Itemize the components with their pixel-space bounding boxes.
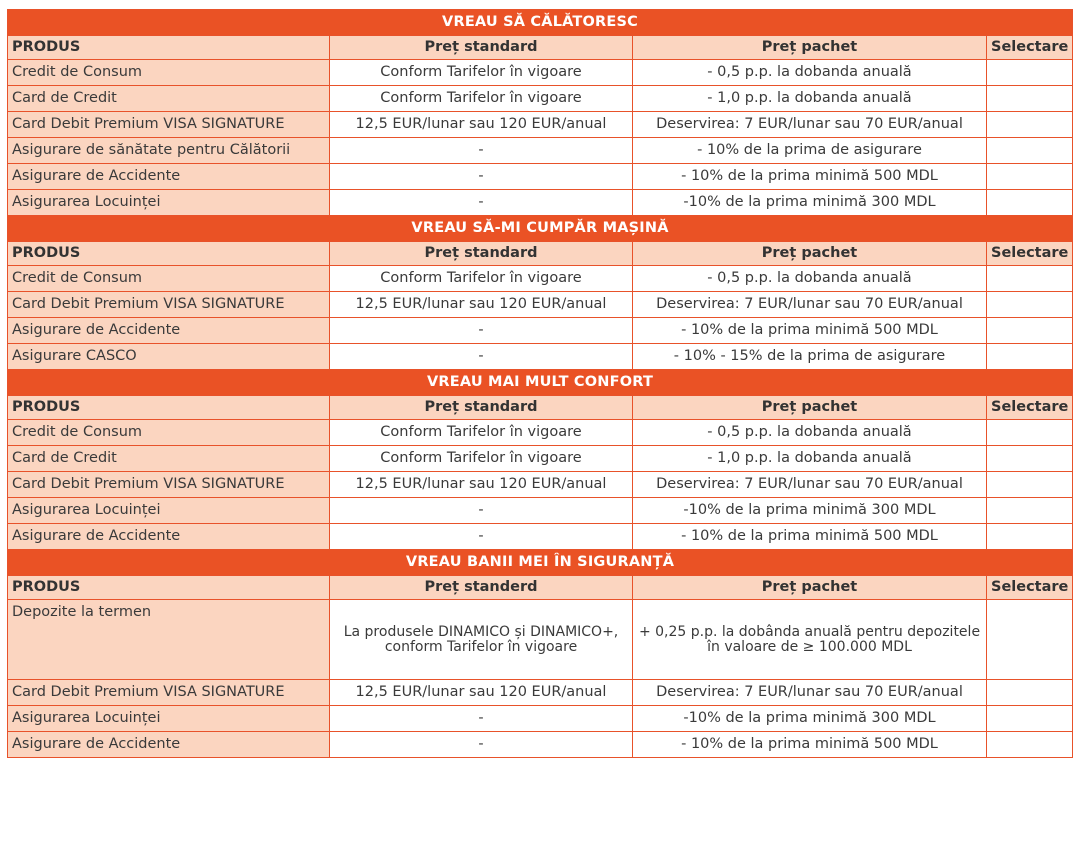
package-price: Deservirea: 7 EUR/lunar sau 70 EUR/anual xyxy=(633,680,987,706)
standard-price-header: Preț standerd xyxy=(330,576,633,600)
section-title: VREAU MAI MULT CONFORT xyxy=(8,370,1073,396)
section-title-row xyxy=(8,550,1073,576)
standard-price: - xyxy=(330,164,633,190)
standard-price: 12,5 EUR/lunar sau 120 EUR/anual xyxy=(330,112,633,138)
package-price: Deservirea: 7 EUR/lunar sau 70 EUR/anual xyxy=(633,112,987,138)
package-table-container xyxy=(7,9,1072,758)
table-row xyxy=(8,86,1073,112)
product-name: Card de Credit xyxy=(8,86,330,112)
package-pricing-table xyxy=(7,9,1073,758)
product-name: Depozite la termen xyxy=(8,600,330,680)
table-row xyxy=(8,164,1073,190)
header-row xyxy=(8,396,1073,420)
table-row xyxy=(8,680,1073,706)
product-name: Asigurarea Locuinței xyxy=(8,190,330,216)
package-price-header: Preț pachet xyxy=(633,242,987,266)
standard-price: - xyxy=(330,498,633,524)
package-price: - 10% de la prima minimă 500 MDL xyxy=(633,318,987,344)
header-row xyxy=(8,576,1073,600)
select-cell[interactable] xyxy=(987,266,1073,292)
standard-price: 12,5 EUR/lunar sau 120 EUR/anual xyxy=(330,680,633,706)
standard-price: - xyxy=(330,190,633,216)
package-price: -10% de la prima minimă 300 MDL xyxy=(633,498,987,524)
standard-price: 12,5 EUR/lunar sau 120 EUR/anual xyxy=(330,292,633,318)
product-name: Card de Credit xyxy=(8,446,330,472)
package-price-header: Preț pachet xyxy=(633,36,987,60)
section-title-row xyxy=(8,10,1073,36)
standard-price: 12,5 EUR/lunar sau 120 EUR/anual xyxy=(330,472,633,498)
package-price-header: Preț pachet xyxy=(633,396,987,420)
select-cell[interactable] xyxy=(987,680,1073,706)
table-row xyxy=(8,190,1073,216)
select-cell[interactable] xyxy=(987,732,1073,758)
package-price: - 10% de la prima minimă 500 MDL xyxy=(633,164,987,190)
standard-price: Conform Tarifelor în vigoare xyxy=(330,420,633,446)
product-name: Asigurare de Accidente xyxy=(8,164,330,190)
package-price: - 0,5 p.p. la dobanda anuală xyxy=(633,60,987,86)
table-row xyxy=(8,292,1073,318)
header-row xyxy=(8,242,1073,266)
table-row xyxy=(8,318,1073,344)
select-cell[interactable] xyxy=(987,190,1073,216)
standard-price: - xyxy=(330,138,633,164)
product-name: Asigurare de Accidente xyxy=(8,524,330,550)
package-price: Deservirea: 7 EUR/lunar sau 70 EUR/anual xyxy=(633,292,987,318)
standard-price-header: Preț standard xyxy=(330,36,633,60)
standard-price: - xyxy=(330,706,633,732)
product-name: Asigurare CASCO xyxy=(8,344,330,370)
table-row xyxy=(8,446,1073,472)
product-header: PRODUS xyxy=(8,396,330,420)
table-row xyxy=(8,498,1073,524)
package-price: + 0,25 p.p. la dobânda anuală pentru depozitele în valoare de ≥ 100.000 MDL xyxy=(633,600,987,680)
product-name: Credit de Consum xyxy=(8,60,330,86)
header-row xyxy=(8,36,1073,60)
select-cell[interactable] xyxy=(987,472,1073,498)
standard-price: La produsele DINAMICO și DINAMICO+, conform Tarifelor în vigoare xyxy=(330,600,633,680)
product-name: Asigurare de Accidente xyxy=(8,318,330,344)
table-row xyxy=(8,112,1073,138)
package-price: - 10% de la prima minimă 500 MDL xyxy=(633,732,987,758)
table-row xyxy=(8,472,1073,498)
standard-price: Conform Tarifelor în vigoare xyxy=(330,446,633,472)
select-header: Selectare xyxy=(987,396,1073,420)
select-cell[interactable] xyxy=(987,164,1073,190)
product-header: PRODUS xyxy=(8,242,330,266)
package-price: Deservirea: 7 EUR/lunar sau 70 EUR/anual xyxy=(633,472,987,498)
select-header: Selectare xyxy=(987,36,1073,60)
standard-price-header: Preț standard xyxy=(330,396,633,420)
section-title: VREAU SĂ-MI CUMPĂR MAȘINĂ xyxy=(8,216,1073,242)
select-cell[interactable] xyxy=(987,318,1073,344)
table-row xyxy=(8,344,1073,370)
select-cell[interactable] xyxy=(987,446,1073,472)
product-header: PRODUS xyxy=(8,576,330,600)
product-name: Asigurarea Locuinței xyxy=(8,706,330,732)
section-title: VREAU BANII MEI ÎN SIGURANȚĂ xyxy=(8,550,1073,576)
table-row xyxy=(8,524,1073,550)
select-cell[interactable] xyxy=(987,420,1073,446)
package-price: - 0,5 p.p. la dobanda anuală xyxy=(633,266,987,292)
table-row xyxy=(8,138,1073,164)
product-name: Asigurarea Locuinței xyxy=(8,498,330,524)
select-cell[interactable] xyxy=(987,86,1073,112)
package-price: -10% de la prima minimă 300 MDL xyxy=(633,706,987,732)
standard-price: Conform Tarifelor în vigoare xyxy=(330,86,633,112)
table-row xyxy=(8,600,1073,680)
standard-price: Conform Tarifelor în vigoare xyxy=(330,60,633,86)
select-cell[interactable] xyxy=(987,112,1073,138)
product-name: Card Debit Premium VISA SIGNATURE xyxy=(8,292,330,318)
select-cell[interactable] xyxy=(987,498,1073,524)
product-header: PRODUS xyxy=(8,36,330,60)
table-row xyxy=(8,266,1073,292)
table-row xyxy=(8,706,1073,732)
product-name: Credit de Consum xyxy=(8,266,330,292)
select-cell[interactable] xyxy=(987,706,1073,732)
package-price: - 1,0 p.p. la dobanda anuală xyxy=(633,446,987,472)
product-name: Credit de Consum xyxy=(8,420,330,446)
product-name: Card Debit Premium VISA SIGNATURE xyxy=(8,112,330,138)
product-name: Asigurare de sănătate pentru Călătorii xyxy=(8,138,330,164)
package-price: -10% de la prima minimă 300 MDL xyxy=(633,190,987,216)
standard-price: - xyxy=(330,524,633,550)
table-row xyxy=(8,420,1073,446)
product-name: Card Debit Premium VISA SIGNATURE xyxy=(8,472,330,498)
table-row xyxy=(8,60,1073,86)
select-cell[interactable] xyxy=(987,344,1073,370)
select-cell[interactable] xyxy=(987,138,1073,164)
standard-price: - xyxy=(330,344,633,370)
select-header: Selectare xyxy=(987,576,1073,600)
select-header: Selectare xyxy=(987,242,1073,266)
package-price: - 10% de la prima de asigurare xyxy=(633,138,987,164)
standard-price-header: Preț standard xyxy=(330,242,633,266)
table-row xyxy=(8,732,1073,758)
package-price-header: Preț pachet xyxy=(633,576,987,600)
section-title-row xyxy=(8,216,1073,242)
section-title-row xyxy=(8,370,1073,396)
section-title: VREAU SĂ CĂLĂTORESC xyxy=(8,10,1073,36)
standard-price: - xyxy=(330,318,633,344)
package-price: - 0,5 p.p. la dobanda anuală xyxy=(633,420,987,446)
select-cell[interactable] xyxy=(987,600,1073,680)
select-cell[interactable] xyxy=(987,60,1073,86)
package-price: - 1,0 p.p. la dobanda anuală xyxy=(633,86,987,112)
product-name: Asigurare de Accidente xyxy=(8,732,330,758)
product-name: Card Debit Premium VISA SIGNATURE xyxy=(8,680,330,706)
package-price: - 10% - 15% de la prima de asigurare xyxy=(633,344,987,370)
standard-price: Conform Tarifelor în vigoare xyxy=(330,266,633,292)
package-price: - 10% de la prima minimă 500 MDL xyxy=(633,524,987,550)
standard-price: - xyxy=(330,732,633,758)
select-cell[interactable] xyxy=(987,524,1073,550)
select-cell[interactable] xyxy=(987,292,1073,318)
